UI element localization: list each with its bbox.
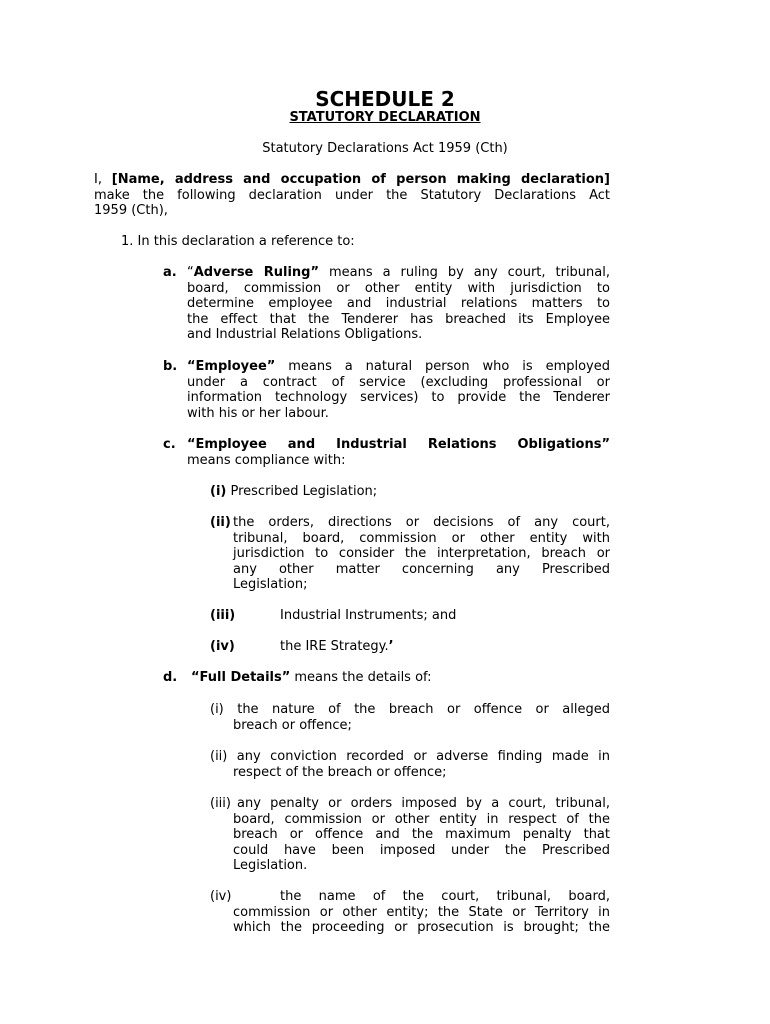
definition-d-iii-label: (iii)	[210, 796, 231, 811]
definition-c-i: (i) Prescribed Legislation;	[210, 484, 378, 499]
intro-line-2: make the following declaration under the Statutory Declarations Act	[94, 187, 610, 203]
definition-c-ii: the orders, directions or decisions of any court, tribunal, board, commission or other entity with jurisdiction to consider the interpretation, breach or any other matter concerning any Prescribed Legislation;	[233, 515, 610, 592]
declaration-subtitle: STATUTORY DECLARATION	[289, 110, 481, 125]
definition-a: “Adverse Ruling” means a ruling by any court, tribunal, board, commission or other entity with jurisdiction to determine employee and industrial relations matters to the effect that the Tenderer has breached its Employee and Industrial Relations Obligations.	[187, 265, 610, 342]
term-eiro: “Employee and Industrial Relations Obligations”	[187, 437, 610, 452]
term-adverse-ruling: Adverse Ruling”	[193, 265, 320, 280]
definition-c-iii-label: (iii)	[210, 608, 236, 623]
definition-d-iv: the name of the court, tribunal, board, commission or other entity; the State or Territory in which the proceeding or prosecution is brought; the	[233, 889, 610, 935]
definition-b: “Employee” means a natural person who is employed under a contract of service (excluding professional or information technology services) to provide the Tenderer with his or her labour.	[187, 359, 610, 421]
definition-d-iv-label: (iv)	[210, 889, 232, 904]
definition-c-ii-label: (ii)	[210, 515, 231, 530]
definition-d-iii: any penalty or orders imposed by a court, tribunal, board, commission or other entity in respect of the breach or offence and the maximum penalty that could have been imposed under the Prescribed Legislation.	[233, 796, 610, 873]
definition-d: “Full Details” means the details of:	[191, 670, 432, 685]
name-placeholder: [Name, address and occupation of person making declaration]	[111, 172, 610, 187]
clause-1: 1. In this declaration a reference to:	[121, 234, 355, 249]
definition-a-label: a.	[163, 265, 177, 280]
definition-d-ii: (ii) any conviction recorded or adverse finding made in respect of the breach or offence;	[210, 749, 610, 780]
definition-c-iv: the IRE Strategy.’	[280, 639, 394, 654]
definition-b-label: b.	[163, 359, 178, 374]
intro-line-1: I, [Name, address and occupation of person making declaration]	[94, 172, 610, 187]
schedule-title: SCHEDULE 2	[315, 87, 455, 111]
term-full-details: “Full Details”	[191, 670, 291, 685]
definition-c-iii: Industrial Instruments; and	[280, 608, 457, 623]
intro-line-3: 1959 (Cth),	[94, 203, 168, 218]
definition-c: “Employee and Industrial Relations Obligations” means compliance with:	[187, 437, 610, 468]
definition-d-i: (i) the nature of the breach or offence or alleged breach or offence;	[210, 702, 610, 733]
intro-paragraph	[94, 172, 610, 219]
term-employee: “Employee”	[187, 359, 276, 374]
definition-d-label: d.	[163, 670, 178, 685]
act-reference: Statutory Declarations Act 1959 (Cth)	[262, 141, 508, 156]
definition-c-label: c.	[163, 437, 176, 452]
definition-c-iv-label: (iv)	[210, 639, 235, 654]
